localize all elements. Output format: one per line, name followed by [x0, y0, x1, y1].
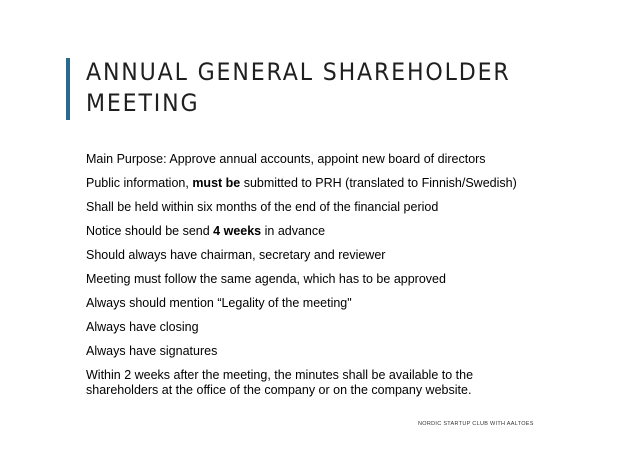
slide-footer: NORDIC STARTUP CLUB WITH AALTOES	[418, 421, 534, 427]
bullet-main-purpose: Main Purpose: Approve annual accounts, appoint new board of directors	[86, 152, 486, 166]
bullet-list	[86, 152, 606, 407]
bullet-notice-post: in advance	[261, 224, 326, 238]
slide-title-line-2: MEETING	[86, 89, 200, 117]
title-accent-bar	[66, 58, 70, 120]
bullet-chairman: Should always have chairman, secretary and reviewer	[86, 248, 386, 262]
bullet-public-information-pre: Public information,	[86, 176, 193, 190]
bullet-notice-bold: 4 weeks	[213, 224, 262, 238]
bullet-minutes: Within 2 weeks after the meeting, the minutes shall be available to the shareholders at the office of the company or on the company website.	[86, 368, 474, 397]
bullet-notice-pre: Notice should be send	[86, 224, 214, 238]
bullet-notice	[86, 224, 606, 239]
bullet-legality: Always should mention “Legality of the meeting"	[86, 296, 352, 310]
bullet-signatures: Always have signatures	[86, 344, 218, 358]
slide-title-line-1: ANNUAL GENERAL SHAREHOLDER	[86, 58, 511, 86]
bullet-public-information-post: submitted to PRH (translated to Finnish/Swedish)	[240, 176, 517, 190]
bullet-public-information-bold: must be	[192, 176, 241, 190]
slide-title	[86, 57, 564, 119]
bullet-six-months: Shall be held within six months of the end of the financial period	[86, 200, 439, 214]
bullet-agenda: Meeting must follow the same agenda, which has to be approved	[86, 272, 446, 286]
bullet-closing: Always have closing	[86, 320, 199, 334]
bullet-public-information	[86, 176, 606, 191]
